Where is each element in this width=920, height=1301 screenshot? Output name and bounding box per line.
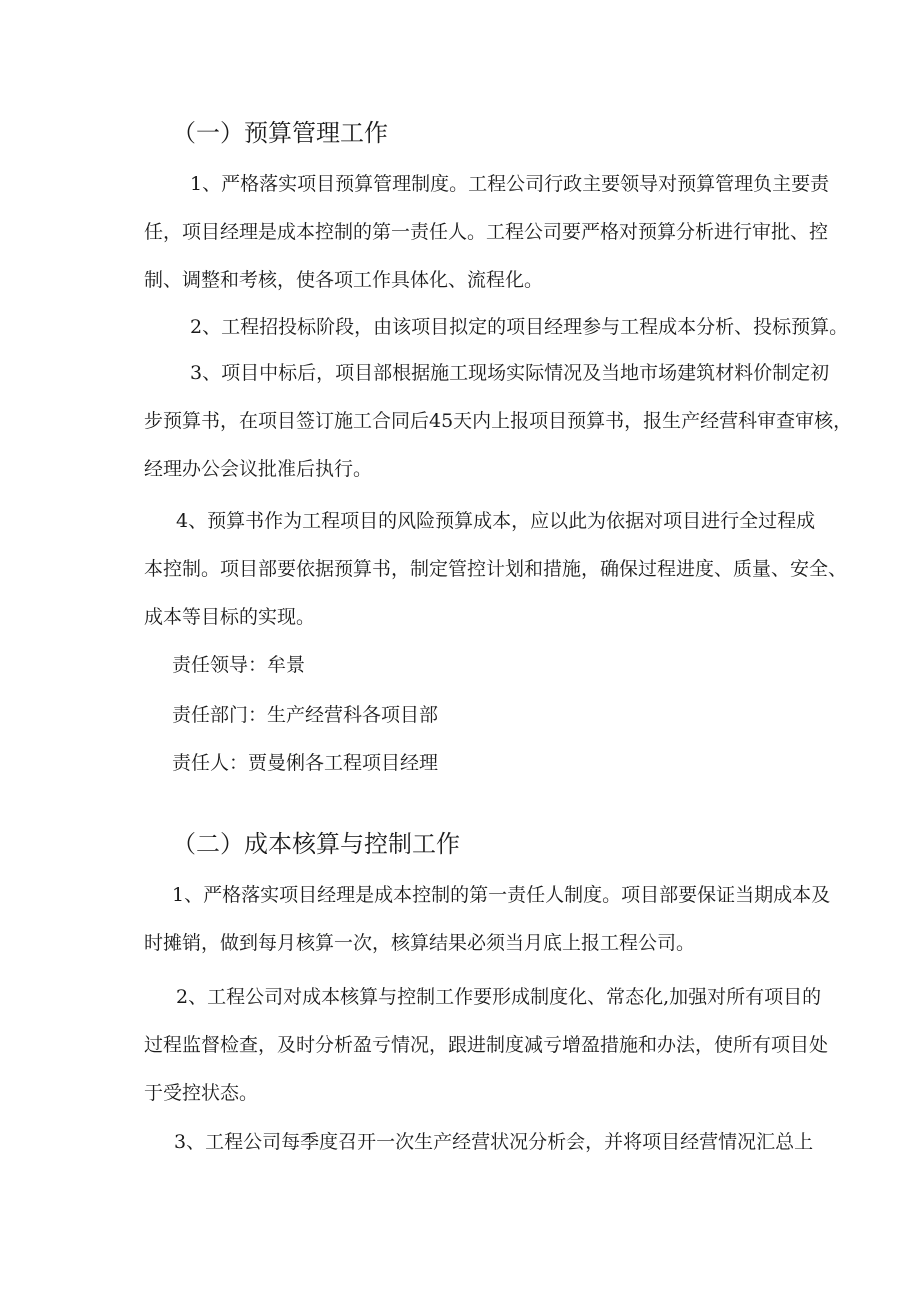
paragraph-1-4	[144, 497, 848, 641]
paragraph-line: 制、调整和考核，使各项工作具体化、流程化。	[144, 269, 544, 291]
paragraph-line: 过程监督检查，及时分析盈亏情况，跟进制度减亏增盈措施和办法，使所有项目处	[144, 1034, 829, 1056]
paragraph-line: 1、严格落实项目预算管理制度。工程公司行政主要领导对预算管理负主要责	[190, 173, 830, 195]
paragraph-1-2	[144, 303, 849, 351]
paragraph-line: 时摊销，做到每月核算一次，核算结果必须当月底上报工程公司。	[144, 932, 696, 954]
paragraph-line: 3、工程公司每季度召开一次生产经营状况分析会，并将项目经营情况汇总上	[174, 1131, 814, 1153]
paragraph-line: 任，项目经理是成本控制的第一责任人。工程公司要严格对预算分析进行审批、控	[144, 221, 829, 243]
paragraph-line: 4、预算书作为工程项目的风险预算成本，应以此为依据对项目进行全过程成	[176, 510, 816, 532]
section-heading-2: （二）成本核算与控制工作	[172, 830, 460, 858]
paragraph-line: 经理办公会议批准后执行。	[144, 458, 373, 480]
paragraph-line: 步预算书，在项目签订施工合同后45天内上报项目预算书，报生产经营科审查审核，	[144, 410, 853, 432]
paragraph-2-2	[144, 973, 829, 1117]
paragraph-line: 于受控状态。	[144, 1082, 259, 1104]
responsible-person: 责任人：贾曼俐各工程项目经理	[172, 752, 439, 774]
paragraph-2-1	[144, 871, 831, 967]
paragraph-1-1	[144, 160, 830, 304]
paragraph-1-3	[144, 349, 853, 493]
paragraph-line: 2、工程公司对成本核算与控制工作要形成制度化、常态化,加强对所有项目的	[176, 986, 822, 1008]
responsible-department: 责任部门：生产经营科各项目部	[172, 704, 439, 726]
paragraph-line: 本控制。项目部要依据预算书，制定管控计划和措施，确保过程进度、质量、安全、	[144, 558, 848, 580]
paragraph-line: 2、工程招投标阶段，由该项目拟定的项目经理参与工程成本分析、投标预算。	[190, 316, 849, 338]
paragraph-2-3	[144, 1118, 824, 1166]
paragraph-line: 成本等目标的实现。	[144, 606, 316, 628]
section-heading-1: （一）预算管理工作	[172, 119, 388, 147]
paragraph-line: 1、严格落实项目经理是成本控制的第一责任人制度。项目部要保证当期成本及	[172, 884, 831, 906]
responsible-leader: 责任领导：牟景	[172, 654, 306, 676]
paragraph-line: 3、项目中标后，项目部根据施工现场实际情况及当地市场建筑材料价制定初	[190, 362, 830, 384]
